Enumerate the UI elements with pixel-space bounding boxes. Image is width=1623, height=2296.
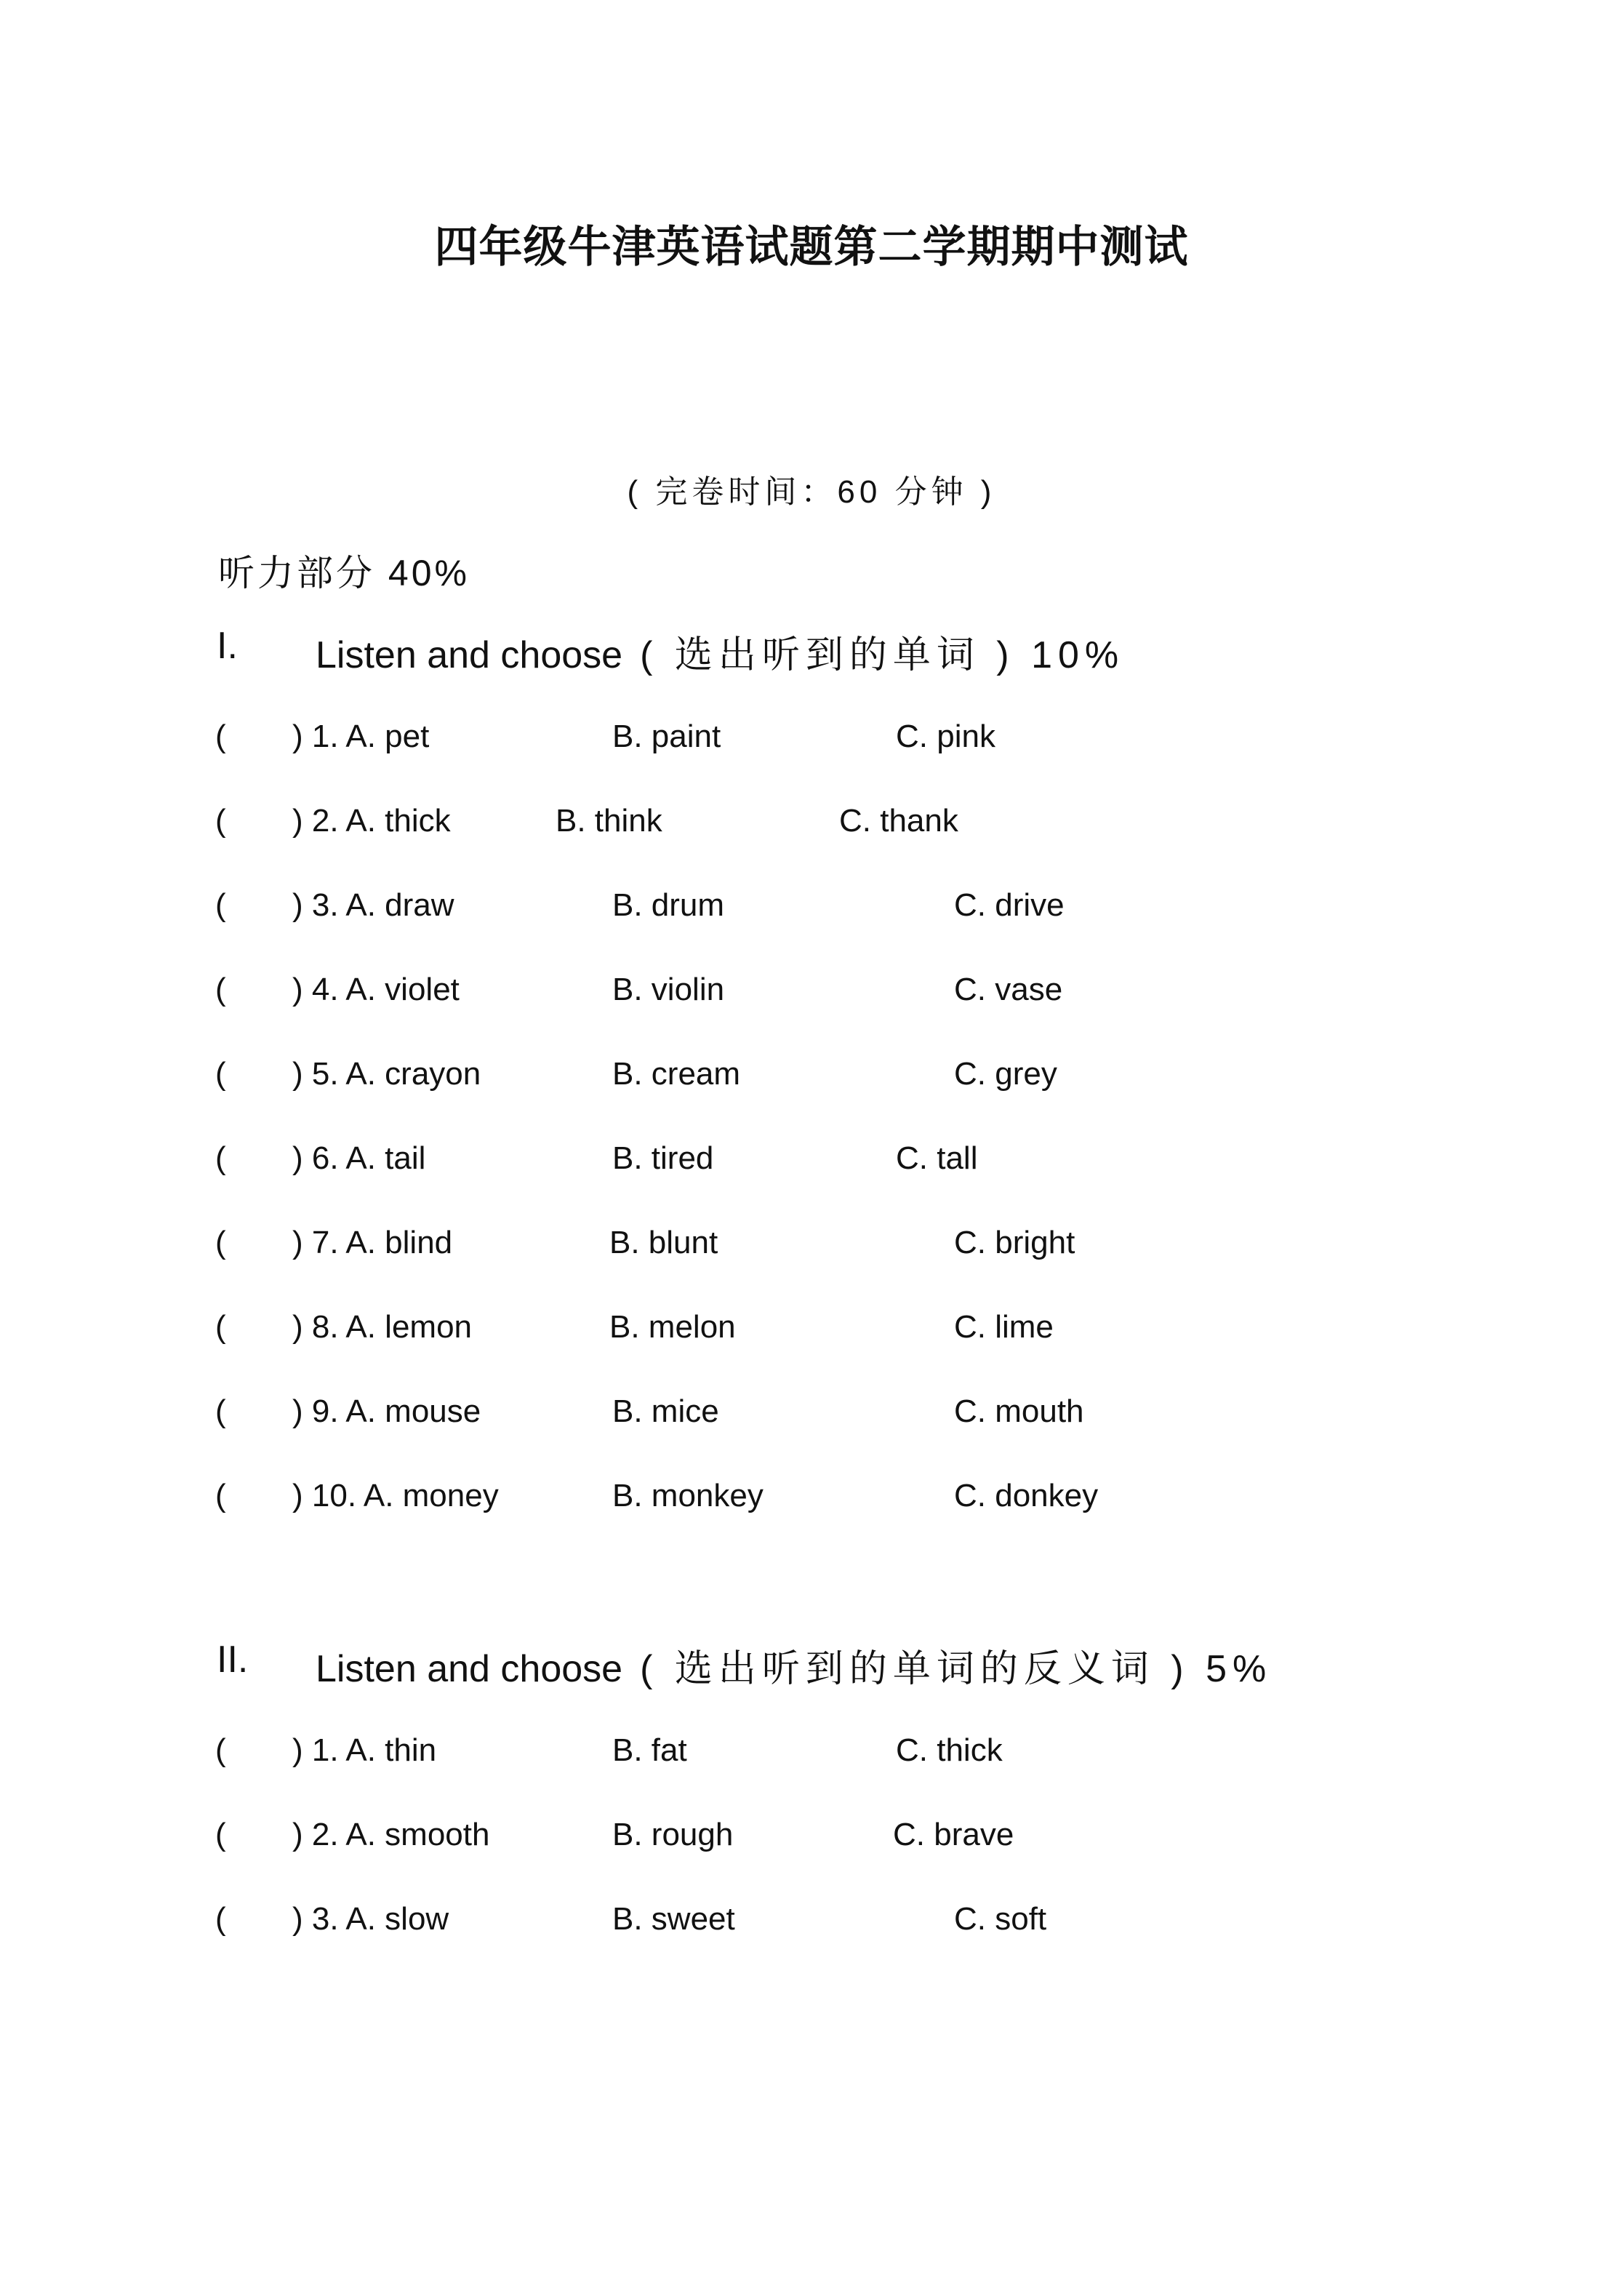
option-c: C. grey bbox=[954, 1056, 1057, 1092]
option-a: ) 7. A. blind bbox=[292, 1225, 453, 1260]
section-heading-cn: ( 选出听到的单词的反义词 ) 5% bbox=[640, 1648, 1273, 1690]
question-row bbox=[0, 1732, 1623, 1776]
option-c: C. mouth bbox=[954, 1393, 1084, 1429]
option-b: B. fat bbox=[612, 1732, 687, 1768]
option-c: C. donkey bbox=[954, 1478, 1099, 1513]
section-numeral: II. bbox=[217, 1639, 249, 1681]
answer-blank[interactable]: ( bbox=[215, 972, 226, 1007]
question-row bbox=[0, 1225, 1623, 1268]
listening-part-label: 听力部分 40% bbox=[218, 553, 470, 593]
answer-blank[interactable]: ( bbox=[215, 1732, 226, 1768]
option-c: C. thick bbox=[896, 1732, 1003, 1768]
question-row bbox=[0, 719, 1623, 762]
option-b: B. paint bbox=[612, 719, 721, 754]
option-b: B. cream bbox=[612, 1056, 741, 1092]
section-heading-text bbox=[316, 1638, 1272, 1692]
option-c: C. pink bbox=[896, 719, 995, 754]
option-a: ) 4. A. violet bbox=[292, 972, 460, 1007]
option-c: C. vase bbox=[954, 972, 1063, 1007]
option-c: C. tall bbox=[896, 1140, 978, 1176]
option-a: ) 2. A. thick bbox=[292, 803, 451, 839]
option-b: B. monkey bbox=[612, 1478, 764, 1513]
option-a: ) 1. A. thin bbox=[292, 1732, 437, 1768]
option-b: B. tired bbox=[612, 1140, 714, 1176]
page-title: 四年级牛津英语试题第二学期期中测试 bbox=[434, 222, 1189, 273]
section-heading-en: Listen and choose bbox=[316, 1648, 623, 1690]
option-a: ) 1. A. pet bbox=[292, 719, 430, 754]
answer-blank[interactable]: ( bbox=[215, 1056, 226, 1092]
question-row bbox=[0, 972, 1623, 1015]
option-c: C. soft bbox=[954, 1901, 1047, 1937]
option-a: ) 9. A. mouse bbox=[292, 1393, 481, 1429]
option-a: ) 10. A. money bbox=[292, 1478, 499, 1513]
question-row bbox=[0, 1478, 1623, 1521]
option-b: B. drum bbox=[612, 887, 725, 923]
answer-blank[interactable]: ( bbox=[215, 1309, 226, 1345]
option-c: C. brave bbox=[893, 1817, 1014, 1852]
exam-time-note: ( 完卷时间：60 分钟 ) bbox=[627, 474, 996, 510]
option-a: ) 2. A. smooth bbox=[292, 1817, 490, 1852]
option-b: B. think bbox=[556, 803, 662, 839]
option-a: ) 3. A. slow bbox=[292, 1901, 449, 1937]
section-heading-text bbox=[316, 624, 1124, 679]
question-row bbox=[0, 1901, 1623, 1945]
answer-blank[interactable]: ( bbox=[215, 1817, 226, 1852]
option-a: ) 8. A. lemon bbox=[292, 1309, 473, 1345]
question-row bbox=[0, 1309, 1623, 1353]
option-c: C. thank bbox=[839, 803, 958, 839]
option-b: B. blunt bbox=[609, 1225, 718, 1260]
option-a: ) 3. A. draw bbox=[292, 887, 454, 923]
answer-blank[interactable]: ( bbox=[215, 887, 226, 923]
question-row bbox=[0, 887, 1623, 931]
section-numeral: I. bbox=[217, 625, 238, 667]
option-b: B. melon bbox=[609, 1309, 736, 1345]
section-heading-cn: ( 选出听到的单词 ) 10% bbox=[640, 634, 1125, 676]
option-a: ) 5. A. crayon bbox=[292, 1056, 481, 1092]
option-b: B. violin bbox=[612, 972, 725, 1007]
section-heading-en: Listen and choose bbox=[316, 634, 623, 676]
question-row bbox=[0, 1817, 1623, 1860]
answer-blank[interactable]: ( bbox=[215, 1225, 226, 1260]
option-c: C. lime bbox=[954, 1309, 1054, 1345]
option-b: B. rough bbox=[612, 1817, 734, 1852]
option-a: ) 6. A. tail bbox=[292, 1140, 426, 1176]
answer-blank[interactable]: ( bbox=[215, 1478, 226, 1513]
answer-blank[interactable]: ( bbox=[215, 1393, 226, 1429]
question-row bbox=[0, 1393, 1623, 1437]
answer-blank[interactable]: ( bbox=[215, 1901, 226, 1937]
question-row bbox=[0, 803, 1623, 847]
option-c: C. drive bbox=[954, 887, 1065, 923]
question-row bbox=[0, 1140, 1623, 1184]
option-b: B. sweet bbox=[612, 1901, 735, 1937]
option-b: B. mice bbox=[612, 1393, 719, 1429]
answer-blank[interactable]: ( bbox=[215, 803, 226, 839]
question-row bbox=[0, 1056, 1623, 1100]
answer-blank[interactable]: ( bbox=[215, 1140, 226, 1176]
answer-blank[interactable]: ( bbox=[215, 719, 226, 754]
option-c: C. bright bbox=[954, 1225, 1075, 1260]
